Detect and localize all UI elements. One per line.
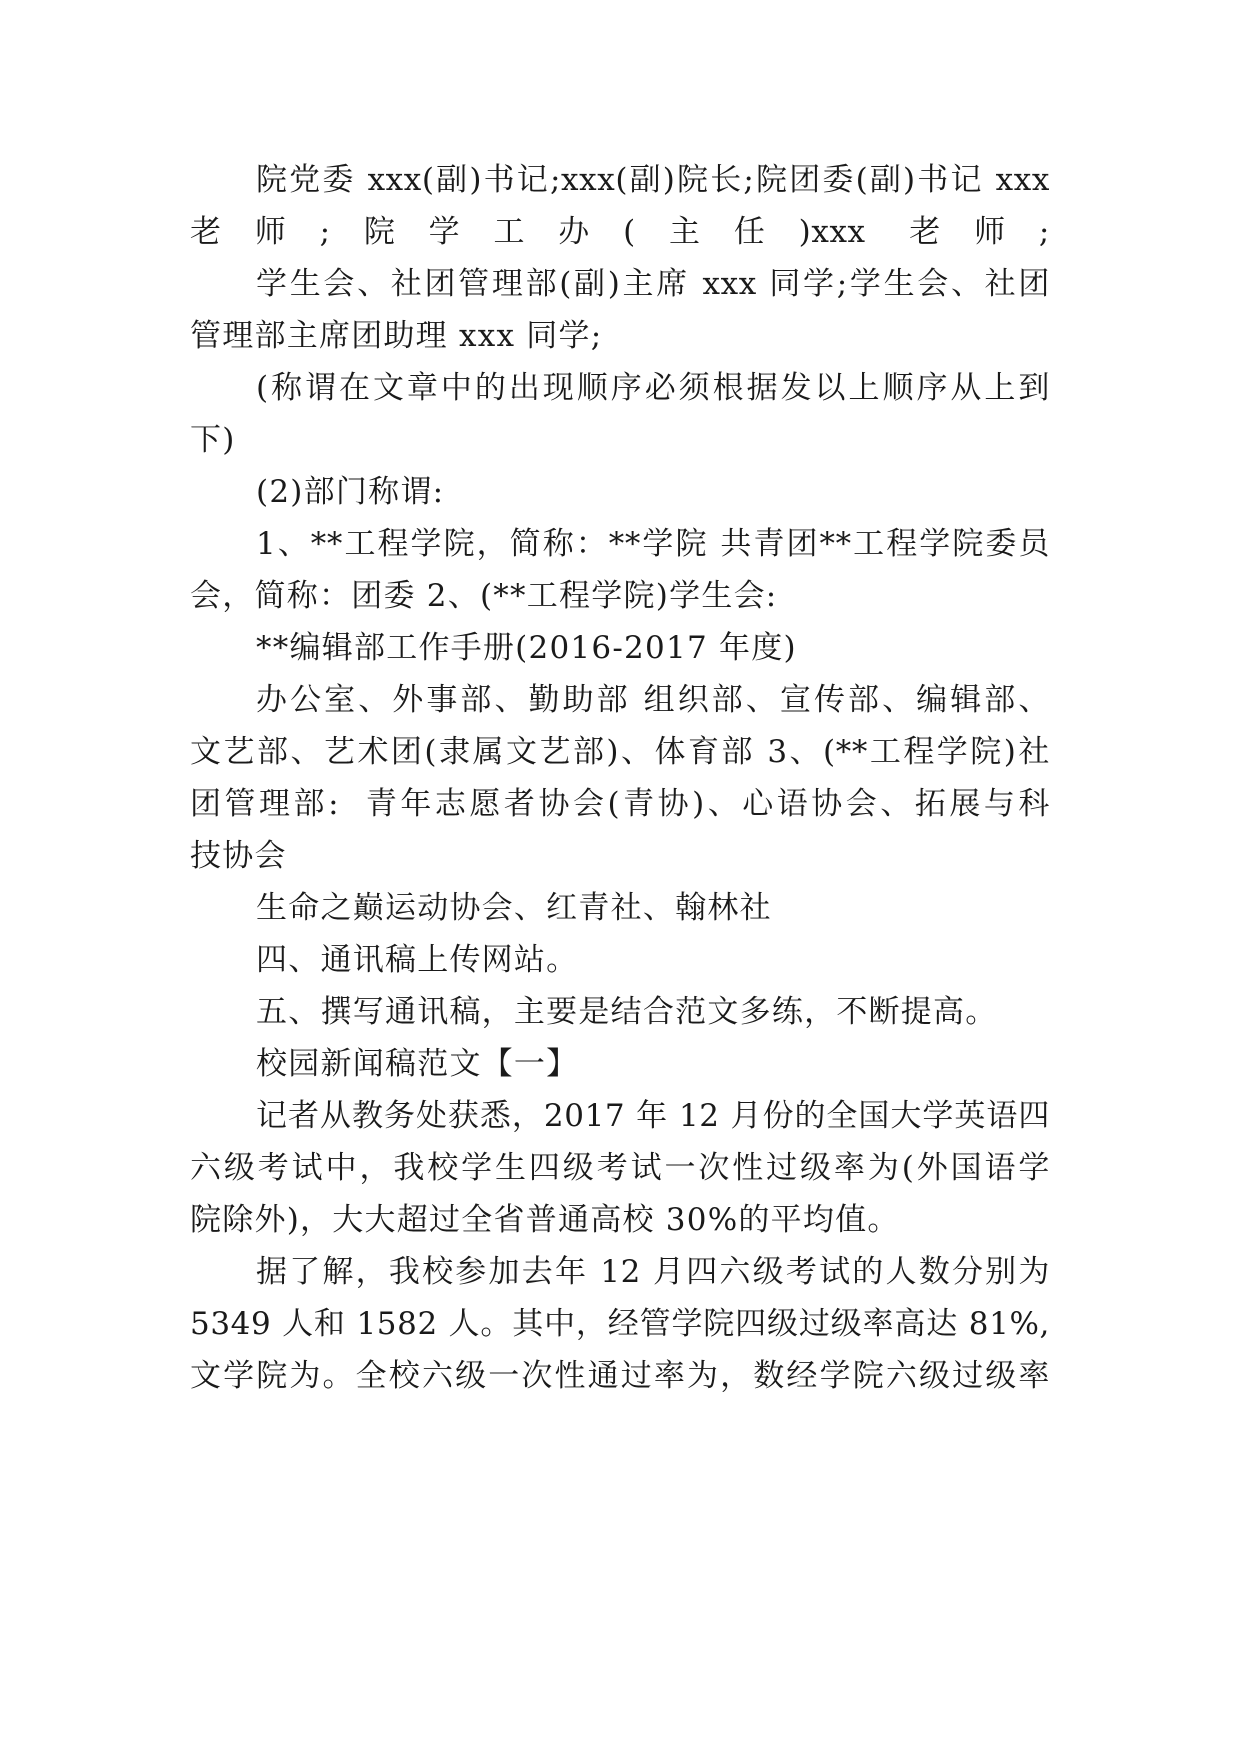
text-line: (称谓在文章中的出现顺序必须根据发以上顺序从上到 [256, 370, 1050, 406]
text-line: 团管理部: 青年志愿者协会(青协)、心语协会、拓展与科 [190, 786, 1050, 822]
text-line: 学生会、社团管理部(副)主席 xxx 同学;学生会、社团 [256, 266, 1050, 302]
text-line: 老师;院学工办(主任)xxx 老师; [190, 214, 1050, 250]
text-line: 院党委 xxx(副)书记;xxx(副)院长;院团委(副)书记 xxx [256, 162, 1050, 198]
text-line: 管理部主席团助理 xxx 同学; [190, 318, 603, 354]
text-line: 六级考试中，我校学生四级考试一次性过级率为(外国语学 [190, 1150, 1050, 1186]
text-line: 会，简称：团委 2、(**工程学院)学生会: [190, 578, 778, 614]
text-line: 办公室、外事部、勤助部 组织部、宣传部、编辑部、 [256, 682, 1050, 718]
text-line: 下) [190, 422, 236, 458]
text-line: 1、**工程学院，简称：**学院 共青团**工程学院委员 [256, 526, 1050, 562]
text-line: 记者从教务处获悉，2017 年 12 月份的全国大学英语四 [256, 1098, 1050, 1134]
text-line: 5349 人和 1582 人。其中，经管学院四级过级率高达 81%, [190, 1306, 1050, 1342]
text-line: 五、撰写通讯稿，主要是结合范文多练，不断提高。 [256, 994, 998, 1030]
text-line: **编辑部工作手册(2016-2017 年度) [256, 630, 797, 666]
text-line: 文学院为。全校六级一次性通过率为，数经学院六级过级率 [190, 1358, 1050, 1394]
section-heading: 校园新闻稿范文【一】 [256, 1046, 579, 1082]
text-line: 据了解，我校参加去年 12 月四六级考试的人数分别为 [256, 1254, 1050, 1290]
text-line: 技协会 [190, 838, 287, 874]
text-line: 院除外)，大大超过全省普通高校 30%的平均值。 [190, 1202, 900, 1238]
text-line: 四、通讯稿上传网站。 [256, 942, 579, 978]
text-line: (2)部门称谓: [256, 474, 445, 510]
text-line: 文艺部、艺术团(隶属文艺部)、体育部 3、(**工程学院)社 [190, 734, 1050, 770]
text-line: 生命之巅运动协会、红青社、翰林社 [256, 890, 772, 926]
